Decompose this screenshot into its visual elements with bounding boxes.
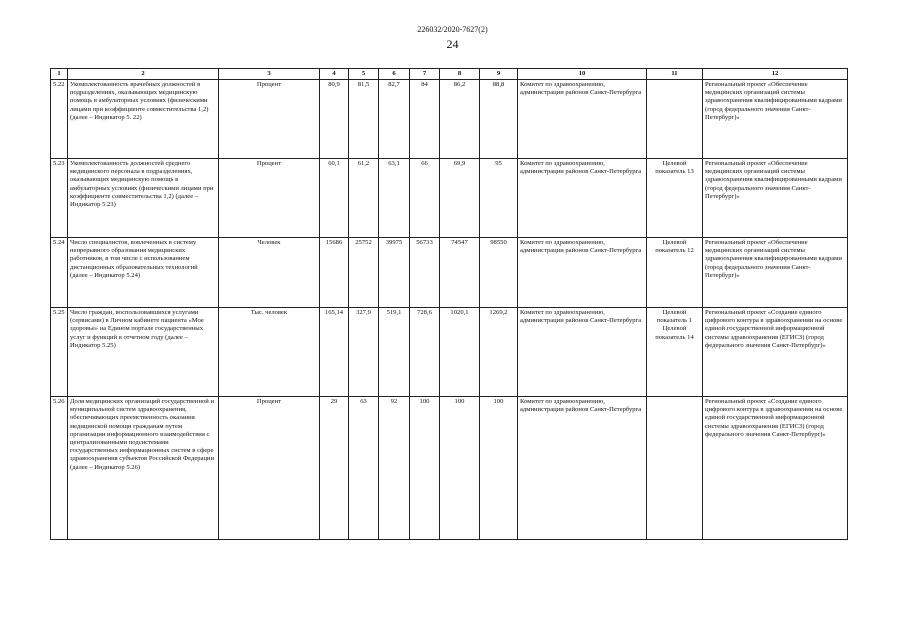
indicator-name: Доля медицинских организаций государственной и муниципальной систем здравоохранения, обеспечивающих преемственность оказания медицинской помощи гражданам путем организации информационного взаимодействия с централизованными подсистемами государственных информационных систем в сфере здравоохранения субъектов Российской Федерации (далее – Индикатор 5.26)	[68, 397, 219, 540]
target-indicator	[647, 80, 703, 159]
value-cell: 66	[410, 159, 440, 238]
column-header: 12	[703, 69, 848, 80]
target-indicator	[647, 397, 703, 540]
value-cell: 95	[480, 159, 518, 238]
column-header: 7	[410, 69, 440, 80]
column-header: 11	[647, 69, 703, 80]
regional-project: Региональный проект «Обеспечение медицинских организаций системы здравоохранения квалифицированными кадрами (город федерального значения Санкт-Петербург)»	[703, 238, 848, 308]
column-header: 1	[51, 69, 68, 80]
responsible-executor: Комитет по здравоохранению, администрации районов Санкт-Петербурга	[518, 80, 647, 159]
value-cell: 88,8	[480, 80, 518, 159]
value-cell: 25752	[349, 238, 379, 308]
value-cell: 1020,1	[440, 308, 480, 397]
column-header: 10	[518, 69, 647, 80]
indicator-name: Число граждан, воспользовавшихся услугами (сервисами) в Личном кабинете пациента «Мое здоровье» на Едином портале государственных услуг и функций в отчетном году (далее – Индикатор 5.25)	[68, 308, 219, 397]
value-cell: 56733	[410, 238, 440, 308]
value-cell: 86,2	[440, 80, 480, 159]
value-cell: 69,9	[440, 159, 480, 238]
column-header: 4	[320, 69, 349, 80]
regional-project: Региональный проект «Обеспечение медицинских организаций системы здравоохранения квалифицированными кадрами (город федерального значения Санкт-Петербург)»	[703, 159, 848, 238]
column-header: 9	[480, 69, 518, 80]
column-header: 3	[219, 69, 320, 80]
responsible-executor: Комитет по здравоохранению, администрации районов Санкт-Петербурга	[518, 308, 647, 397]
regional-project: Региональный проект «Обеспечение медицинских организаций системы здравоохранения квалифицированными кадрами (город федерального значения Санкт-Петербург)»	[703, 80, 848, 159]
indicators-table	[50, 68, 848, 540]
table-row	[51, 397, 848, 540]
page-number: 24	[446, 37, 459, 51]
unit-of-measure: Человек	[219, 238, 320, 308]
value-cell: 100	[440, 397, 480, 540]
table-row	[51, 238, 848, 308]
value-cell: 60,1	[320, 159, 349, 238]
value-cell: 29	[320, 397, 349, 540]
table-row	[51, 308, 848, 397]
value-cell: 1269,2	[480, 308, 518, 397]
target-indicator: Целевой показатель 12	[647, 238, 703, 308]
row-number: 5.25	[51, 308, 68, 397]
indicator-name: Укомплектованность должностей среднего медицинского персонала в подразделениях, оказывающих медицинскую помощь в амбулаторных условиях (физическими лицами при коэффициенте совместительства 1,2) (далее – Индикатор 5.23)	[68, 159, 219, 238]
value-cell: 63,1	[379, 159, 410, 238]
responsible-executor: Комитет по здравоохранению, администрации районов Санкт-Петербурга	[518, 159, 647, 238]
column-header: 2	[68, 69, 219, 80]
row-number: 5.22	[51, 80, 68, 159]
column-header: 6	[379, 69, 410, 80]
column-header: 5	[349, 69, 379, 80]
unit-of-measure: Процент	[219, 159, 320, 238]
value-cell: 63	[349, 397, 379, 540]
value-cell: 92	[379, 397, 410, 540]
unit-of-measure: Процент	[219, 397, 320, 540]
regional-project: Региональный проект «Создание единого цифрового контура в здравоохранении на основе единой государственной информационной системы здравоохранения (ЕГИСЗ) (город федерального значения Санкт-Петербург)»	[703, 397, 848, 540]
indicator-name: Укомплектованность врачебных должностей в подразделениях, оказывающих медицинскую помощь в амбулаторных условиях (физическими лицами при коэффициенте совместительства 1,2) (далее – Индикатор 5. 22)	[68, 80, 219, 159]
value-cell: 327,9	[349, 308, 379, 397]
value-cell: 100	[410, 397, 440, 540]
value-cell: 84	[410, 80, 440, 159]
value-cell: 100	[480, 397, 518, 540]
table-row	[51, 80, 848, 159]
indicator-name: Число специалистов, вовлеченных в систему непрерывного образования медицинских работников, в том числе с использованием дистанционных образовательных технологий (далее – Индикатор 5.24)	[68, 238, 219, 308]
row-number: 5.24	[51, 238, 68, 308]
value-cell: 74547	[440, 238, 480, 308]
document-registration-number: 226032/2020-7627(2)	[417, 25, 488, 34]
table-header-row	[51, 69, 848, 80]
target-indicator: Целевой показатель 13	[647, 159, 703, 238]
regional-project: Региональный проект «Создание единого цифрового контура в здравоохранении на основе единой государственной информационной системы здравоохранения (ЕГИСЗ) (город федерального значения Санкт-Петербург)»	[703, 308, 848, 397]
row-number: 5.26	[51, 397, 68, 540]
unit-of-measure: Тыс. человек	[219, 308, 320, 397]
column-header: 8	[440, 69, 480, 80]
value-cell: 165,14	[320, 308, 349, 397]
responsible-executor: Комитет по здравоохранению, администрации районов Санкт-Петербурга	[518, 238, 647, 308]
value-cell: 519,1	[379, 308, 410, 397]
target-indicator: Целевой показатель 1 Целевой показатель 14	[647, 308, 703, 397]
responsible-executor: Комитет по здравоохранению, администрации районов Санкт-Петербурга	[518, 397, 647, 540]
unit-of-measure: Процент	[219, 80, 320, 159]
row-number: 5.23	[51, 159, 68, 238]
value-cell: 15686	[320, 238, 349, 308]
value-cell: 82,7	[379, 80, 410, 159]
value-cell: 81,5	[349, 80, 379, 159]
table-row	[51, 159, 848, 238]
value-cell: 98550	[480, 238, 518, 308]
value-cell: 728,6	[410, 308, 440, 397]
value-cell: 61,2	[349, 159, 379, 238]
value-cell: 39975	[379, 238, 410, 308]
value-cell: 80,9	[320, 80, 349, 159]
